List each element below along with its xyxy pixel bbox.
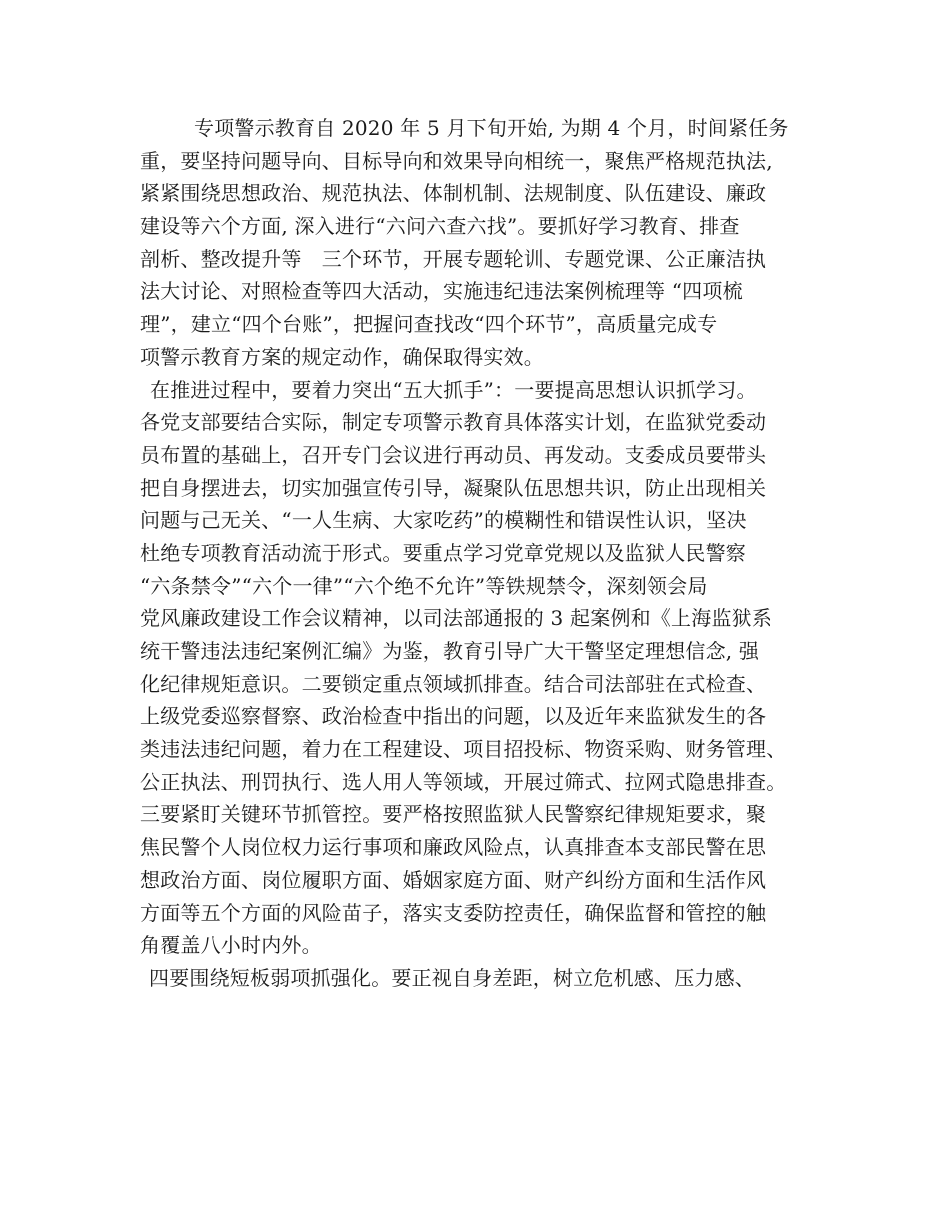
paragraph-line: 党风廉政建设工作会议精神，以司法部通报的 3 起案例和《上海监狱系 [140,606,773,631]
paragraph-line: 在推进过程中，要着力突出“五大抓手”：一要提高思想认识抓学习。 [150,377,757,402]
paragraph-line: 杜绝专项教育活动流于形式。要重点学习党章党规以及监狱人民警察 [140,540,746,565]
paragraph-line: 类违法违纪问题，着力在工程建设、项目招投标、物资采购、财务管理、 [140,737,787,762]
paragraph-line: 把自身摆进去，切实加强宣传引导，凝聚队伍思想共识，防止出现相关 [140,475,767,500]
paragraph-line: 员布置的基础上，召开专门会议进行再动员、再发动。支委成员要带头 [140,442,767,467]
paragraph-line: 四要围绕短板弱项抓强化。要正视自身差距，树立危机感、压力感、 [149,965,755,990]
paragraph-3 [140,962,830,995]
paragraph-2 [140,374,830,962]
paragraph-line: 重，要坚持问题导向、目标导向和效果导向相统一，聚焦严格规范执法, [140,148,773,173]
paragraph-line: 上级党委巡察督察、政治检查中指出的问题，以及近年来监狱发生的各 [140,704,767,729]
paragraph-line: 专项警示教育自 2020 年 5 月下旬开始, 为期 4 个月，时间紧任务 [194,116,789,140]
paragraph-line: 理”，建立“四个台账”，把握问查找改“四个环节”，高质量完成专 [140,312,718,337]
paragraph-line: 三要紧盯关键环节抓管控。要严格按照监狱人民警察纪律规矩要求，聚 [140,802,767,827]
paragraph-line: “六条禁令”“六个一律”“六个绝不允许”等铁规禁令，深刻领会局 [140,573,708,598]
paragraph-line: 角覆盖八小时内外。 [140,933,322,958]
paragraph-line: 项警示教育方案的规定动作，确保取得实效。 [140,344,544,369]
paragraph-line: 化纪律规矩意识。二要锁定重点领域抓排查。结合司法部驻在式检查、 [140,671,767,696]
paragraph-line: 法大讨论、对照检查等四大活动，实施违纪违法案例梳理等 “四项梳 [140,279,743,304]
paragraph-line: 公正执法、刑罚执行、选人用人等领域，开展过筛式、拉网式隐患排查。 [140,769,787,794]
paragraph-line: 建设等六个方面, 深入进行“六问六查六找”。要抓好学习教育、排查 [140,214,740,239]
paragraph-line: 问题与己无关、“一人生病、大家吃药”的模糊性和错误性认识，坚决 [140,508,747,533]
paragraph-line: 方面等五个方面的风险苗子，落实支委防控责任，确保监督和管控的触 [140,900,767,925]
paragraph-line: 想政治方面、岗位履职方面、婚姻家庭方面、财产纠纷方面和生活作风 [140,867,767,892]
paragraph-line: 剖析、整改提升等 三个环节，开展专题轮训、专题党课、公正廉洁执 [140,246,767,271]
paragraph-line: 统干警违法违纪案例汇编》为鉴，教育引导广大干警坚定理想信念, 强 [140,639,760,663]
paragraph-line: 焦民警个人岗位权力运行事项和廉政风险点，认真排查本支部民警在思 [140,835,767,860]
paragraph-line: 紧紧围绕思想政治、规范执法、体制机制、法规制度、队伍建设、廉政 [140,181,767,206]
paragraph-line: 各党支部要结合实际，制定专项警示教育具体落实计划，在监狱党委动 [140,410,767,435]
document-body [140,112,830,995]
paragraph-1 [140,112,830,374]
